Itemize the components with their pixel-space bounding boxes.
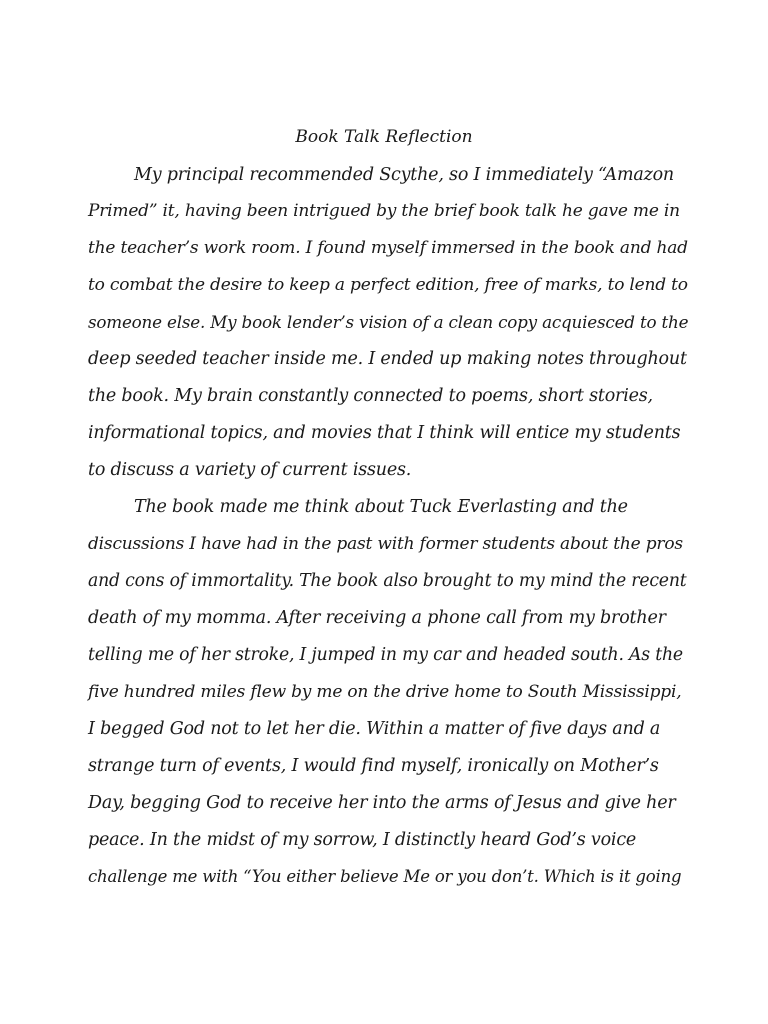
paragraph-1-line-1: My principal recommended Scythe, so I immediately “Amazon [134, 165, 675, 185]
paragraph-1-line-3: the teacher’s work room. I found myself immersed in the book and had [88, 238, 688, 258]
paragraph-1-line-6: deep seeded teacher inside me. I ended up making notes throughout [88, 349, 687, 369]
paragraph-2-line-8: strange turn of events, I would find myself, ironically on Mother’s [88, 756, 659, 776]
paragraph-2-line-1: The book made me think about Tuck Everlasting and the [134, 497, 628, 517]
paragraph-1-line-5: someone else. My book lender’s vision of a clean copy acquiesced to the [88, 312, 689, 332]
paragraph-2-line-2: discussions I have had in the past with former students about the pros [88, 534, 683, 554]
paragraph-2-line-6: five hundred miles flew by me on the drive home to South Mississippi, [88, 682, 682, 702]
paragraph-2-line-7: I begged God not to let her die. Within a matter of five days and a [88, 719, 661, 739]
paragraph-2-line-3: and cons of immortality. The book also brought to my mind the recent [88, 571, 687, 591]
paragraph-2-line-9: Day, begging God to receive her into the arms of Jesus and give her [88, 793, 676, 813]
paragraph-2-line-5: telling me of her stroke, I jumped in my car and headed south. As the [88, 645, 683, 665]
paragraph-1-line-7: the book. My brain constantly connected to poems, short stories, [88, 386, 653, 406]
paragraph-1-line-9: to discuss a variety of current issues. [88, 460, 412, 480]
paragraph-1-line-2: Primed” it, having been intrigued by the brief book talk he gave me in [88, 201, 680, 221]
paragraph-2-line-11: challenge me with “You either believe Me or you don’t. Which is it going [88, 867, 682, 886]
paragraph-2-line-10: peace. In the midst of my sorrow, I distinctly heard God’s voice [88, 830, 637, 850]
paragraph-2-line-4: death of my momma. After receiving a phone call from my brother [88, 608, 666, 628]
paragraph-1-line-8: informational topics, and movies that I think will entice my students [88, 423, 681, 443]
paragraph-1-line-4: to combat the desire to keep a perfect edition, free of marks, to lend to [88, 275, 688, 295]
document-title: Book Talk Reflection [295, 127, 473, 147]
